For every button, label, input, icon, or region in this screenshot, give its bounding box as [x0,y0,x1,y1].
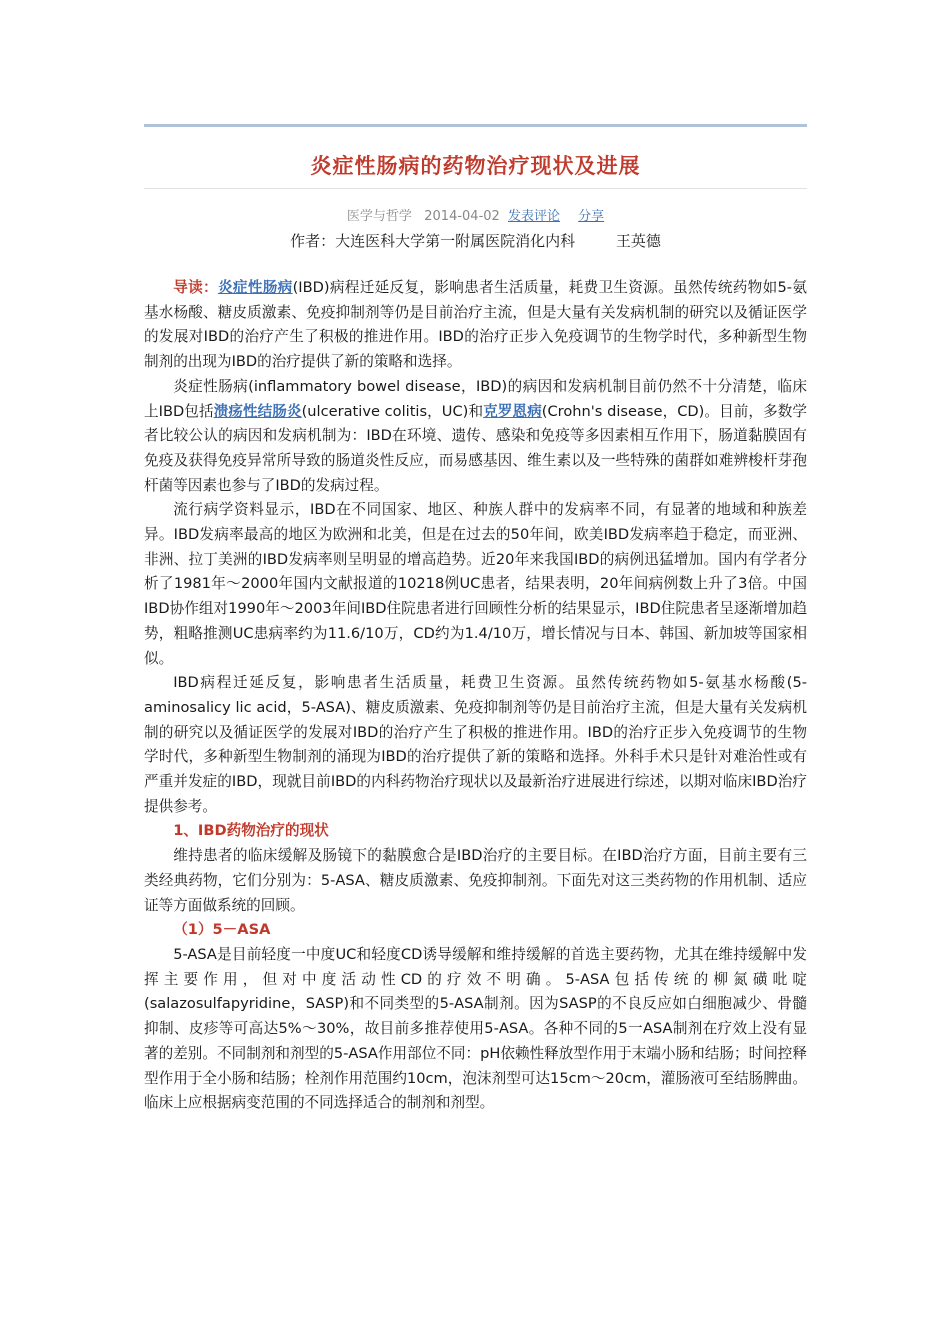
paragraph-goals: 维持患者的临床缓解及肠镜下的黏膜愈合是IBD治疗的主要目标。在IBD治疗方面，目前主要有三类经典药物，它们分别为：5-ASA、糖皮质激素、免疫抑制剂。下面先对这三类药物的作用机制、适应证等方面做系统的回顾。 [144,847,807,914]
paragraph-etiology [144,375,807,499]
intro-label: 导读： [173,279,218,296]
title-divider [144,188,807,189]
article-title: 炎症性肠病的药物治疗现状及进展 [310,154,641,178]
section-heading-1: 1、IBD药物治疗的现状 [173,822,329,840]
etiology-text-c: (Crohn's disease，CD)。目前，多数学者比较公认的病因和发病机制为：IBD在环境、遗传、感染和免疫等多因素相互作用下，肠道黏膜固有免疫及获得免疫异常所导致的肠道炎性反应，而易感基因、维生素以及一些特殊的菌群如难辨梭杆芽孢杆菌等因素也参与了IBD的发病过程。 [144,402,807,494]
author-line [144,230,807,251]
intro-paragraph [144,276,807,375]
etiology-text-a: 炎症性肠病(inflammatory bowel disease，IBD)的病因和发病机制目前仍然不十分清楚，临床上IBD包括 [144,377,807,420]
article-meta [144,205,807,224]
author-name: 王英德 [615,232,661,250]
paragraph-epidemiology: 流行病学资料显示，IBD在不同国家、地区、种族人群中的发病率不同，有显著的地域和种族差异。IBD发病率最高的地区为欧洲和北美，但是在过去的50年间，欧美IBD发病率趋于稳定，而亚洲、非洲、拉丁美洲的IBD发病率则呈明显的增高趋势。近20年来我国IBD的病例迅猛增加。国内有学者分析了1981年～2000年国内文献报道的10218例UC患者，结果表明，20年间病例数上升了3倍。中国IBD协作组对1990年～2003年间IBD住院患者进行回顾性分析的结果显示，IBD住院患者呈逐渐增加趋势，粗略推测UC患病率约为11.6/10万，CD约为1.4/10万，增长情况与日本、韩国、新加坡等国家相似。 [144,501,807,667]
intro-text: (IBD)病程迁延反复，影响患者生活质量，耗费卫生资源。虽然传统药物如5-氨基水杨酸、糖皮质激素、免疫抑制剂等仍是目前治疗主流，但是大量有关发病机制的研究以及循证医学的发展对IBD的治疗产生了积极的推进作用。IBD的治疗正步入免疫调节的生物学时代，多种新型生物制剂的出现为IBD的治疗提供了新的策略和选择。 [144,279,807,371]
paragraph-5asa: 5-ASA是目前轻度一中度UC和轻度CD诱导缓解和维持缓解的首选主要药物，尤其在维持缓解中发挥主要作用，但对中度活动性CD的疗效不明确。5-ASA包括传统的柳氮磺吡啶(salazosulfapyridine，SASP)和不同类型的5-ASA制剂。因为SASP的不良反应如白细胞减少、骨髓抑制、皮疹等可高达5%～30%，故目前多推荐使用5-ASA。各种不同的5一ASA制剂在疗效上没有显著的差别。不同制剂和剂型的5-ASA作用部位不同：pH依赖性释放型作用于末端小肠和结肠；时间控释型作用于全小肠和结肠；栓剂作用范围约10cm，泡沫剂型可达15cm～20cm，灌肠液可至结肠脾曲。临床上应根据病变范围的不同选择适合的制剂和剂型。 [144,945,807,1112]
publish-date: 2014-04-02 [424,209,500,224]
paragraph-overview: IBD病程迁延反复，影响患者生活质量，耗费卫生资源。虽然传统药物如5-氨基水杨酸(5-aminosalicy lic acid，5-ASA)、糖皮质激素、免疫抑制剂等仍是目前治疗主流，但是大量有关发病机制的研究以及循证医学的发展对IBD的治疗产生了积极的推进作用。IBD的治疗正步入免疫调节的生物学时代，多种新型生物制剂的涌现为IBD的治疗提供了新的策略和选择。外科手术只是针对难治性或有严重并发症的IBD，现就目前IBD的内科药物治疗现状以及最新治疗进展进行综述，以期对临床IBD治疗提供参考。 [144,674,807,815]
uc-link[interactable]: 溃疡性结肠炎 [213,402,302,420]
top-divider [144,124,807,127]
author-affiliation: 作者：大连医科大学第一附属医院消化内科 [290,232,576,250]
crohn-link[interactable]: 克罗恩病 [483,402,542,420]
share-link[interactable]: 分享 [578,209,605,224]
ibd-link[interactable]: 炎症性肠病 [217,279,293,296]
comment-link[interactable]: 发表评论 [507,209,560,224]
category-label: 医学与哲学 [346,209,412,224]
section-heading-5asa: （1）5－ASA [173,921,271,939]
article-body [144,276,807,1116]
etiology-text-b: (ulcerative colitis，UC)和 [301,402,484,420]
